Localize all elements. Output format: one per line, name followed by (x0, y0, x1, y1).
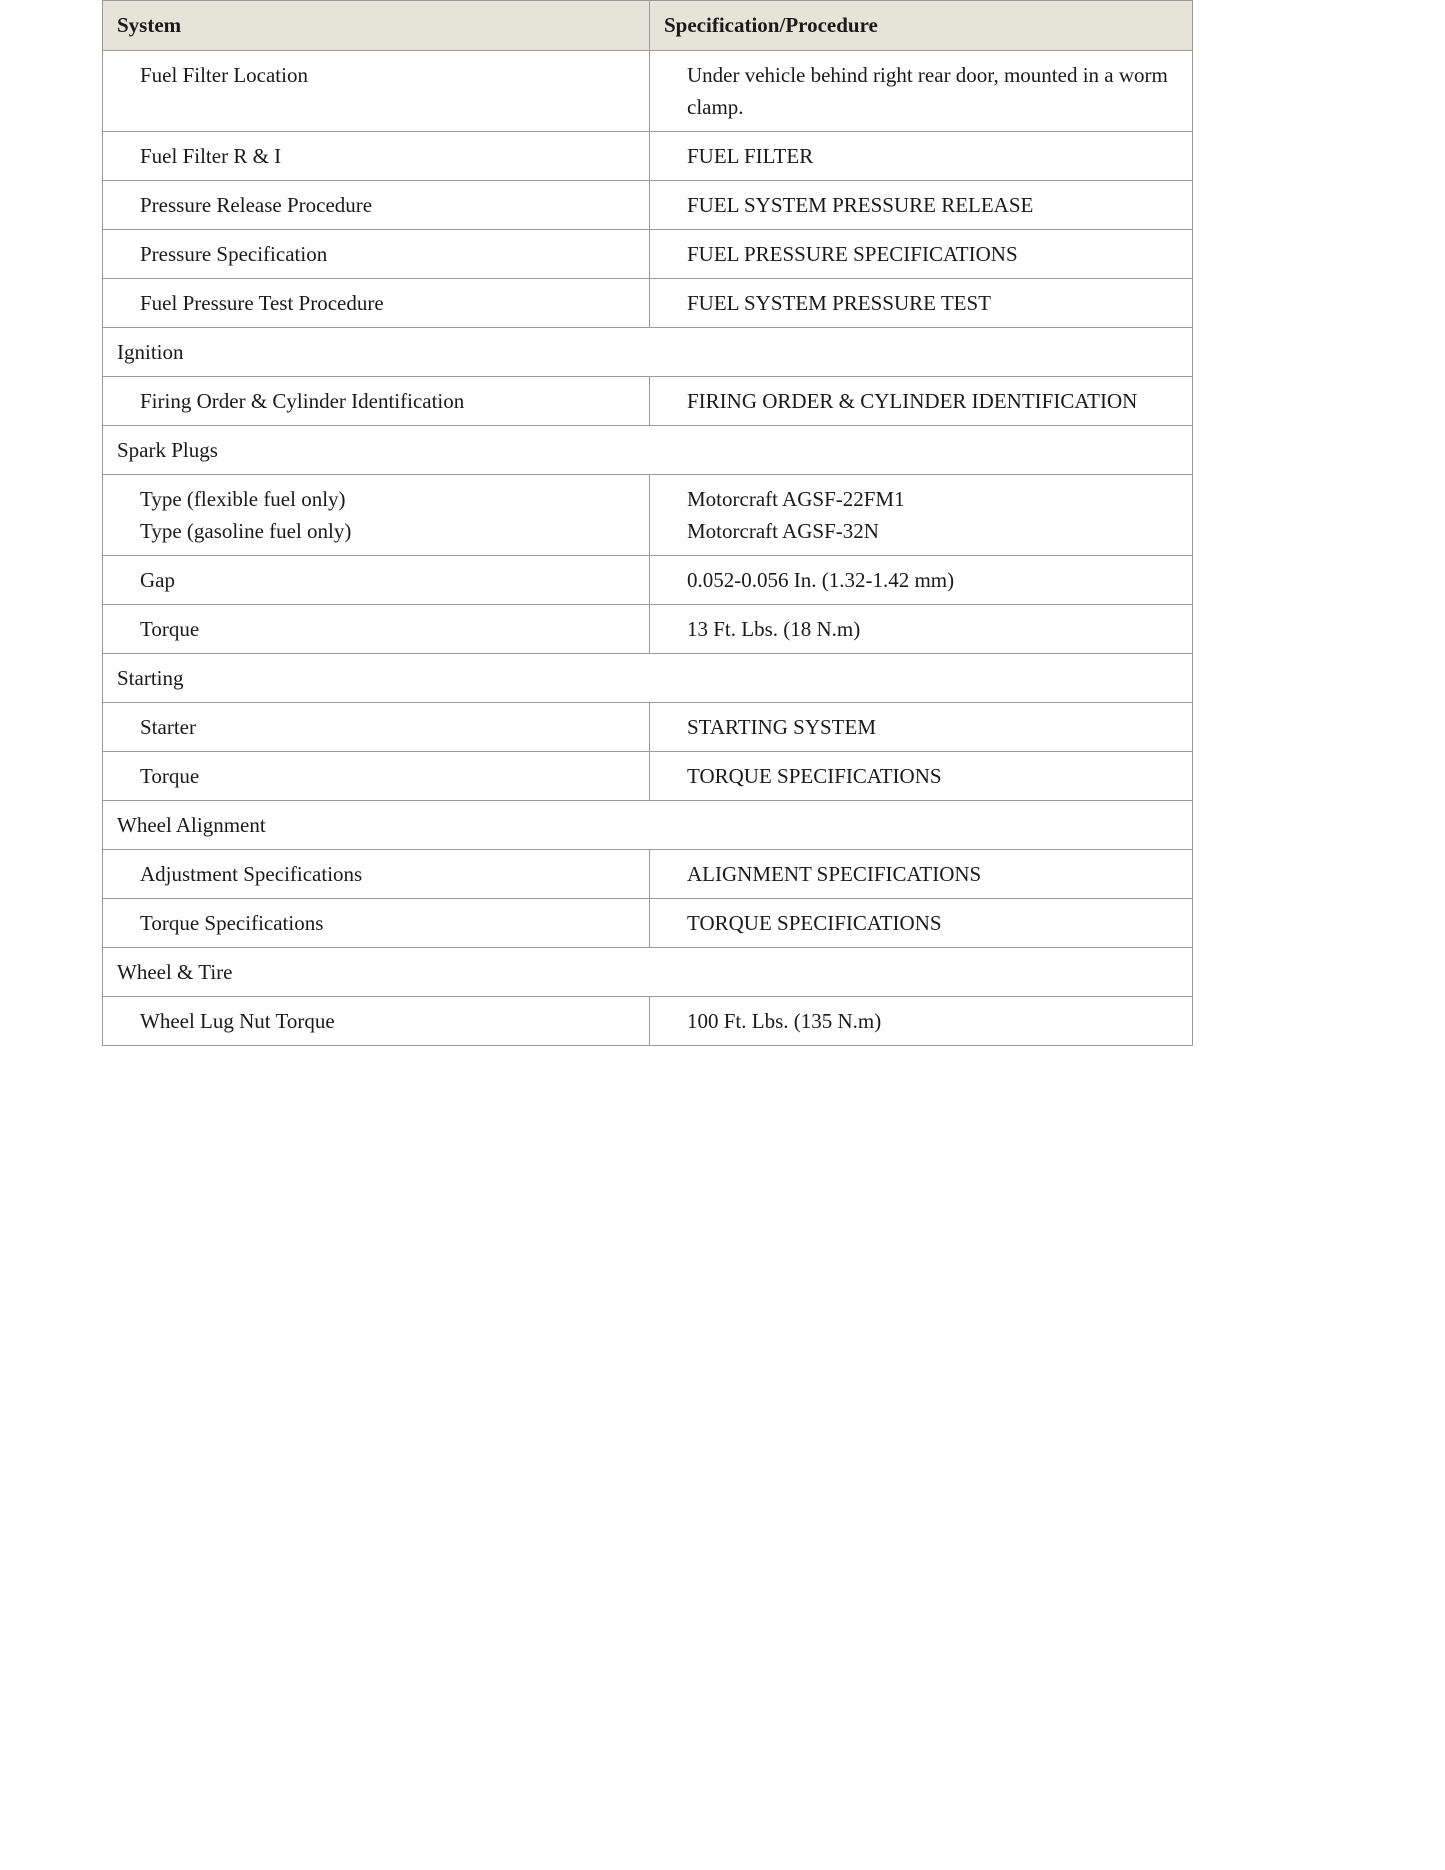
section-label: Spark Plugs (103, 426, 1193, 475)
specification-text: Motorcraft AGSF-32N (687, 519, 879, 543)
system-cell (103, 752, 650, 801)
section-row (103, 948, 1193, 997)
system-text: Firing Order & Cylinder Identification (140, 389, 465, 413)
section-label: Wheel Alignment (103, 801, 1193, 850)
table-row (103, 279, 1193, 328)
table-row (103, 475, 1193, 556)
system-cell (103, 230, 650, 279)
system-cell (103, 605, 650, 654)
specification-text: 0.052-0.056 In. (1.32-1.42 mm) (687, 568, 955, 592)
header-specification-procedure: Specification/Procedure (650, 1, 1193, 51)
system-text: Wheel Lug Nut Torque (140, 1009, 335, 1033)
system-cell (103, 997, 650, 1046)
specification-cell (650, 475, 1193, 556)
specification-text: FUEL SYSTEM PRESSURE RELEASE (687, 193, 1034, 217)
specification-cell (650, 230, 1193, 279)
specification-cell (650, 132, 1193, 181)
specification-text: FUEL PRESSURE SPECIFICATIONS (687, 242, 1018, 266)
section-row (103, 654, 1193, 703)
system-text: Pressure Specification (140, 242, 328, 266)
system-text: Torque (140, 617, 200, 641)
system-text: Fuel Pressure Test Procedure (140, 291, 384, 315)
section-row (103, 801, 1193, 850)
system-text: Gap (140, 568, 175, 592)
table-row (103, 899, 1193, 948)
table-row (103, 703, 1193, 752)
system-text: Starter (140, 715, 196, 739)
table-body (103, 51, 1193, 1046)
specification-text: TORQUE SPECIFICATIONS (687, 911, 942, 935)
specification-text: 13 Ft. Lbs. (18 N.m) (687, 617, 861, 641)
system-text: Type (gasoline fuel only) (140, 519, 352, 543)
specification-cell (650, 703, 1193, 752)
system-cell (103, 556, 650, 605)
section-row (103, 328, 1193, 377)
system-cell (103, 377, 650, 426)
specification-text: 100 Ft. Lbs. (135 N.m) (687, 1009, 882, 1033)
specification-text: FIRING ORDER & CYLINDER IDENTIFICATION (687, 389, 1138, 413)
header-system: System (103, 1, 650, 51)
system-cell (103, 279, 650, 328)
system-cell (103, 850, 650, 899)
specification-cell (650, 377, 1193, 426)
specification-text: TORQUE SPECIFICATIONS (687, 764, 942, 788)
specification-cell (650, 279, 1193, 328)
system-text: Fuel Filter R & I (140, 144, 282, 168)
system-text: Pressure Release Procedure (140, 193, 373, 217)
specification-text: FUEL FILTER (687, 144, 814, 168)
specification-text: Under vehicle behind right rear door, mounted in a worm clamp. (687, 63, 1168, 119)
table-row (103, 997, 1193, 1046)
specifications-table (102, 0, 1193, 1046)
system-cell (103, 51, 650, 132)
specification-cell (650, 51, 1193, 132)
section-label: Starting (103, 654, 1193, 703)
table-row (103, 132, 1193, 181)
table-row (103, 605, 1193, 654)
section-row (103, 426, 1193, 475)
table-row (103, 556, 1193, 605)
table-row (103, 230, 1193, 279)
table-header-row (103, 1, 1193, 51)
section-label: Ignition (103, 328, 1193, 377)
system-text: Torque Specifications (140, 911, 324, 935)
system-cell (103, 132, 650, 181)
system-cell (103, 181, 650, 230)
specification-text: ALIGNMENT SPECIFICATIONS (687, 862, 982, 886)
table-row (103, 850, 1193, 899)
system-cell (103, 703, 650, 752)
specification-text: Motorcraft AGSF-22FM1 (687, 487, 905, 511)
table-row (103, 181, 1193, 230)
table-row (103, 752, 1193, 801)
section-label: Wheel & Tire (103, 948, 1193, 997)
specification-text: FUEL SYSTEM PRESSURE TEST (687, 291, 991, 315)
specification-cell (650, 556, 1193, 605)
table-row (103, 51, 1193, 132)
system-text: Torque (140, 764, 200, 788)
specification-cell (650, 899, 1193, 948)
specification-cell (650, 997, 1193, 1046)
specification-cell (650, 605, 1193, 654)
system-text: Type (flexible fuel only) (140, 487, 346, 511)
specification-cell (650, 752, 1193, 801)
system-cell (103, 475, 650, 556)
system-cell (103, 899, 650, 948)
specification-text: STARTING SYSTEM (687, 715, 876, 739)
system-text: Fuel Filter Location (140, 63, 308, 87)
specification-cell (650, 850, 1193, 899)
table-row (103, 377, 1193, 426)
specification-cell (650, 181, 1193, 230)
system-text: Adjustment Specifications (140, 862, 363, 886)
